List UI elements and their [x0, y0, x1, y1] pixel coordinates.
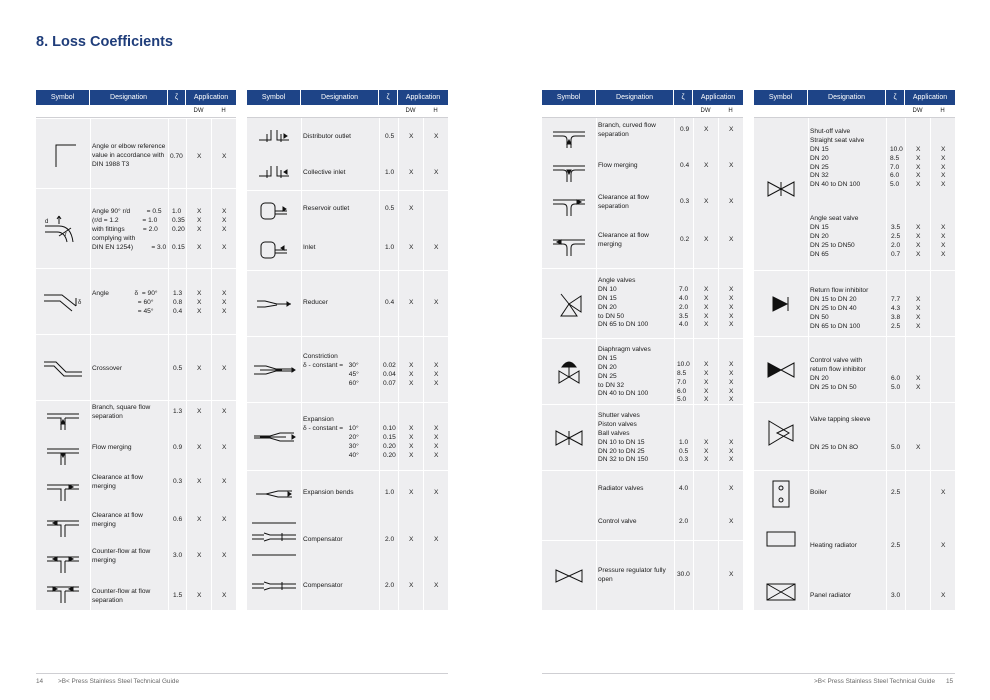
- dw-mark: X: [197, 153, 202, 160]
- dw-mark: X: [197, 444, 202, 451]
- tee-merge-icon: [45, 443, 81, 465]
- table-row: [36, 268, 236, 334]
- h-mark: X: [941, 489, 946, 496]
- designation: Collective inlet: [303, 169, 346, 176]
- table-row: [247, 230, 448, 270]
- designation: Distributor outlet: [303, 133, 352, 140]
- zeta-value: 2.0: [679, 518, 689, 525]
- dw-mark: X X X: [704, 438, 709, 464]
- header-designation: Designation: [90, 90, 168, 105]
- reservoir-inlet-icon: [259, 240, 289, 260]
- designation: Compensator: [303, 582, 343, 589]
- h-mark: X: [729, 162, 734, 169]
- h-mark: X: [729, 126, 734, 133]
- h-mark: X: [434, 582, 439, 589]
- zeta-value: 4.0: [679, 485, 689, 492]
- table-row: [36, 402, 236, 436]
- designation: Counter-flow at flow separation: [92, 588, 151, 604]
- table-row: [247, 516, 448, 562]
- footer-rule-left: [36, 673, 448, 674]
- h-mark: X: [222, 365, 227, 372]
- dw-mark: X: [916, 444, 921, 451]
- h-mark: X: [222, 408, 227, 415]
- designation: Clearance at flow merging: [92, 474, 143, 490]
- table-row: [754, 210, 955, 270]
- zeta-value: 0.3: [680, 198, 690, 205]
- tee-curved-clearance-sep-icon: [551, 194, 587, 216]
- dw-mark: X X X X: [916, 223, 921, 258]
- header-designation: Designation: [596, 90, 674, 105]
- designation: Angle or elbow reference value in accordance with DIN 1988 T3: [92, 143, 166, 168]
- panel-radiator-icon: [766, 583, 796, 601]
- zeta-value: 0.3: [173, 478, 183, 485]
- header-h: H: [433, 107, 438, 114]
- designation: Angle valves DN 10 DN 15 DN 20 to DN 50 DN 65 to DN 100: [598, 277, 649, 329]
- zeta-value: 0.9: [173, 444, 183, 451]
- h-mark: X X X: [729, 438, 734, 464]
- h-mark: X X X X X: [729, 360, 734, 404]
- shutter-valve-icon: [554, 429, 584, 447]
- footer-rule-right: [542, 673, 955, 674]
- designation: Angle seat valve DN 15 DN 20 DN 25 to DN50 DN 65: [810, 215, 859, 258]
- zeta-value: 0.5: [385, 133, 395, 140]
- zeta-value: 1.0: [385, 489, 395, 496]
- pressure-regulator-icon: [554, 568, 584, 584]
- zeta-value: 0.2: [680, 236, 690, 243]
- dw-mark: X: [197, 478, 202, 485]
- header-designation: Designation: [301, 90, 379, 105]
- table-subheader: [754, 105, 955, 118]
- designation: Flow merging: [92, 444, 132, 451]
- collective-inlet-icon: [257, 164, 291, 180]
- dw-mark: X X: [916, 374, 921, 391]
- designation: Pressure regulator fully open: [598, 567, 666, 583]
- designation: Control valve with return flow inhibitor DN 20 DN 25 to DN 50: [810, 357, 866, 391]
- table-row: [542, 470, 743, 506]
- reducer-icon: [255, 297, 293, 311]
- zeta-value: 10.0 8.5 7.0 6.0 5.0: [677, 360, 690, 404]
- header-application: Application: [700, 93, 736, 101]
- zeta-value: 2.0: [385, 536, 395, 543]
- heating-radiator-icon: [766, 531, 796, 547]
- tee-curved-merge-icon: [551, 160, 587, 182]
- dw-mark: X: [409, 244, 414, 251]
- elbow-icon: [48, 139, 78, 169]
- table-row: [36, 436, 236, 472]
- designation: Flow merging: [598, 162, 638, 169]
- h-mark: X: [222, 552, 227, 559]
- zeta-value: 0.10 0.15 0.20 0.20: [383, 424, 396, 459]
- dw-mark: X X X: [409, 361, 414, 387]
- designation: Inlet: [303, 244, 316, 251]
- zeta-value: 2.5: [891, 542, 901, 549]
- dw-mark: X: [704, 236, 709, 243]
- table-row: [247, 154, 448, 190]
- designation: Crossover: [92, 365, 123, 372]
- designation: Branch, curved flow separation: [598, 122, 656, 138]
- zeta-value: 1.3: [173, 408, 183, 415]
- h-mark: X: [434, 489, 439, 496]
- header-symbol: Symbol: [247, 90, 301, 105]
- dw-mark: X: [409, 133, 414, 140]
- designation: Heating radiator: [810, 542, 857, 549]
- h-mark: X X X X X: [941, 145, 946, 189]
- header-application: Application: [405, 93, 441, 101]
- table-row: [542, 540, 743, 610]
- header-symbol: Symbol: [542, 90, 596, 105]
- header-dw: DW: [912, 107, 923, 114]
- dw-mark: X: [197, 408, 202, 415]
- designation: Compensator: [303, 536, 343, 543]
- zeta-value: 0.5: [173, 365, 183, 372]
- dw-mark: X: [704, 162, 709, 169]
- table-row: [542, 506, 743, 540]
- header-zeta: ζ: [379, 90, 398, 105]
- constriction-icon: [252, 362, 296, 378]
- header-h: H: [728, 107, 733, 114]
- footer-text-left: >B< Press Stainless Steel Technical Guide: [58, 678, 180, 685]
- h-mark: X: [222, 478, 227, 485]
- table-row: [36, 188, 236, 268]
- table-row: [247, 118, 448, 154]
- designation: Valve tapping sleeve: [810, 416, 871, 423]
- header-symbol: Symbol: [754, 90, 808, 105]
- loss-table-4: [754, 90, 955, 610]
- zeta-value: 2.0: [385, 582, 395, 589]
- designation: Expansion bends: [303, 489, 354, 496]
- loss-table-3: [542, 90, 743, 610]
- h-mark: X X X X X: [729, 285, 734, 329]
- table-row: [247, 402, 448, 470]
- header-application: Application: [912, 93, 948, 101]
- zeta-value: 3.0: [891, 592, 901, 599]
- zeta-value: 0.6: [173, 516, 183, 523]
- dw-mark: X: [704, 198, 709, 205]
- table-header: [36, 90, 236, 105]
- h-mark: X: [434, 244, 439, 251]
- crossover-icon: [42, 358, 84, 378]
- bend-radius-icon: [43, 212, 83, 246]
- dw-mark: X: [409, 489, 414, 496]
- designation: Reducer: [303, 299, 328, 306]
- zeta-value: 10.0 8.5 7.0 6.0 5.0: [890, 145, 903, 189]
- dw-mark: X: [409, 205, 414, 212]
- zeta-value: 7.0 4.0 2.0 3.5 4.0: [679, 285, 689, 329]
- designation: Control valve: [598, 518, 637, 525]
- expansion-bend-icon: [254, 487, 294, 501]
- zeta-value: 1.0: [385, 244, 395, 251]
- designation: Shutter valves Piston valves Ball valves DN 10 to DN 15 DN 20 to DN 25 DN 32 to DN 150: [598, 412, 649, 464]
- expansion-icon: [252, 429, 296, 445]
- header-h: H: [940, 107, 945, 114]
- header-zeta: ζ: [886, 90, 905, 105]
- header-zeta: ζ: [168, 90, 186, 105]
- dw-mark: X X X X X: [916, 145, 921, 189]
- zeta-value: 0.4: [680, 162, 690, 169]
- zeta-value: 7.7 4.3 3.8 2.5: [891, 295, 901, 330]
- zeta-value: 1.5: [173, 592, 183, 599]
- tee-branch-icon: [45, 408, 81, 430]
- h-mark: X: [222, 516, 227, 523]
- table-row: [754, 436, 955, 470]
- svg-text:d: d: [45, 219, 49, 225]
- designation: Constriction δ - constant = 30° 45° 60°: [303, 353, 359, 387]
- h-mark: X: [434, 299, 439, 306]
- designation: Expansion δ - constant = 10° 20° 30° 40°: [303, 416, 359, 459]
- header-zeta: ζ: [674, 90, 693, 105]
- table-row: [36, 472, 236, 508]
- h-mark: X: [729, 485, 734, 492]
- zeta-value: 1.0 0.35 0.20 0.15: [172, 208, 185, 251]
- zeta-value: 0.70: [170, 153, 183, 160]
- table-row: [247, 562, 448, 610]
- dw-mark: X: [197, 592, 202, 599]
- tee-counterflow-sep-icon: [45, 581, 81, 603]
- table-row: [36, 334, 236, 400]
- table-row: [36, 508, 236, 544]
- table-row: [542, 268, 743, 338]
- zeta-value: 2.5: [891, 489, 901, 496]
- designation: Shut-off valve Straight seat valve DN 15 DN 20 DN 25 DN 32 DN 40 to DN 100: [810, 128, 865, 189]
- table-subheader: [36, 105, 236, 118]
- h-mark: X X X: [434, 361, 439, 387]
- table-subheader: [247, 105, 448, 118]
- table-row: [754, 516, 955, 562]
- dw-mark: X X X X X: [704, 285, 709, 329]
- svg-text:δ: δ: [78, 300, 82, 306]
- designation: Clearance at flow merging: [598, 232, 649, 248]
- zeta-value: 0.9: [680, 126, 690, 133]
- dw-mark: X X X: [197, 290, 202, 315]
- h-mark: X X X X: [941, 223, 946, 258]
- table-header: [542, 90, 743, 105]
- h-mark: X: [729, 236, 734, 243]
- loss-table-1: [36, 90, 236, 610]
- table-row: [754, 402, 955, 436]
- h-mark: X X X: [222, 290, 227, 315]
- table-row: [247, 336, 448, 402]
- dw-mark: X: [197, 365, 202, 372]
- h-mark: X: [222, 444, 227, 451]
- zeta-value: 5.0: [891, 444, 901, 451]
- designation: Clearance at flow merging: [92, 512, 143, 528]
- header-application: Application: [193, 93, 229, 101]
- designation: Diaphragm valves DN 15 DN 20 DN 25 to DN 32 DN 40 to DN 100: [598, 346, 651, 398]
- dw-mark: X: [704, 126, 709, 133]
- designation: Counter-flow at flow merging: [92, 548, 151, 564]
- tee-curved-clearance-merge-icon: [551, 234, 587, 256]
- table-row: [36, 118, 236, 188]
- zeta-value: 6.0 5.0: [891, 374, 901, 391]
- page-title: 8. Loss Coefficients: [36, 34, 173, 50]
- compensator-icon: [250, 521, 298, 557]
- table-row: [754, 336, 955, 402]
- distributor-outlet-icon: [257, 128, 291, 144]
- designation: DN 25 to DN 8O: [810, 444, 859, 451]
- zeta-value: 1.0: [385, 169, 395, 176]
- table-header: [754, 90, 955, 105]
- h-mark: X: [222, 592, 227, 599]
- tee-clearance-merge-icon: [45, 515, 81, 537]
- dw-mark: X X X X: [409, 424, 414, 459]
- designation: Radiator valves: [598, 485, 644, 492]
- dw-mark: X X X X: [197, 208, 202, 251]
- table-row: [754, 470, 955, 516]
- header-designation: Designation: [808, 90, 886, 105]
- zeta-value: 0.4: [385, 299, 395, 306]
- table-subheader: [542, 105, 743, 118]
- header-dw: DW: [700, 107, 711, 114]
- designation: Boiler: [810, 489, 827, 496]
- h-mark: X: [222, 153, 227, 160]
- zeta-value: 30.0: [677, 571, 690, 578]
- table-row: [542, 188, 743, 222]
- table-row: [247, 470, 448, 516]
- table-row: [542, 338, 743, 404]
- shutoff-valve-icon: [766, 180, 796, 198]
- page-number-right: 15: [946, 678, 954, 685]
- h-mark: X: [729, 198, 734, 205]
- page-number-left: 14: [36, 678, 44, 685]
- dw-mark: X: [197, 516, 202, 523]
- zeta-value: 1.3 0.8 0.4: [173, 290, 183, 315]
- tee-counterflow-icon: [45, 551, 81, 573]
- table-row: [754, 270, 955, 336]
- footer-text-right: >B< Press Stainless Steel Technical Guide: [814, 678, 936, 685]
- h-mark: X: [434, 169, 439, 176]
- compensator-2-icon: [250, 578, 298, 594]
- header-symbol: Symbol: [36, 90, 90, 105]
- zeta-value: 3.5 2.5 2.0 0.7: [891, 223, 901, 258]
- zeta-value: 0.02 0.04 0.07: [383, 361, 396, 387]
- control-valve-return-icon: [766, 361, 796, 379]
- table-row: [247, 270, 448, 336]
- tee-clearance-sep-icon: [45, 479, 81, 501]
- dw-mark: X X X X: [916, 295, 921, 330]
- table-row: [247, 190, 448, 230]
- h-mark: X X X X: [434, 424, 439, 459]
- table-row: [36, 574, 236, 610]
- designation: Return flow inhibitor DN 15 to DN 20 DN 25 to DN 40 DN 50 DN 65 to DN 100: [810, 287, 869, 330]
- h-mark: X: [729, 518, 734, 525]
- table-row: [542, 222, 743, 268]
- designation: Angle δ = 90° = 60° = 45°: [92, 290, 158, 315]
- angle-valve-icon: [555, 288, 583, 320]
- dw-mark: X: [409, 299, 414, 306]
- header-dw: DW: [193, 107, 204, 114]
- loss-table-2: [247, 90, 448, 610]
- dw-mark: X: [409, 536, 414, 543]
- diaphragm-valve-icon: [555, 357, 583, 387]
- dw-mark: X: [409, 582, 414, 589]
- boiler-icon: [772, 480, 790, 508]
- designation: Reservoir outlet: [303, 205, 350, 212]
- dw-mark: X X X X X: [704, 360, 709, 404]
- return-flow-inhibitor-icon: [771, 295, 791, 313]
- svg-text:r: r: [65, 232, 67, 238]
- h-mark: X: [941, 592, 946, 599]
- header-h: H: [221, 107, 226, 114]
- header-dw: DW: [405, 107, 416, 114]
- zeta-value: 0.5: [385, 205, 395, 212]
- h-mark: X: [941, 542, 946, 549]
- h-mark: X: [729, 571, 734, 578]
- h-mark: X X X X: [222, 208, 227, 251]
- table-row: [542, 154, 743, 188]
- dw-mark: X: [409, 169, 414, 176]
- tee-curved-branch-icon: [551, 126, 587, 148]
- designation: Clearance at flow separation: [598, 194, 649, 210]
- table-row: [754, 562, 955, 610]
- zeta-value: 3.0: [173, 552, 183, 559]
- zeta-value: 1.0 0.5 0.3: [679, 438, 689, 464]
- designation: Angle 90° r/d = 0.5 (r/d = 1.2 = 1.0 with fittings = 2.0 complying with DIN EN 1254) = 3.0: [92, 208, 167, 251]
- table-header: [247, 90, 448, 105]
- angle-icon: [42, 292, 84, 312]
- designation: Branch, square flow separation: [92, 404, 151, 420]
- h-mark: X: [434, 536, 439, 543]
- table-row: [542, 404, 743, 470]
- table-row: [542, 120, 743, 154]
- h-mark: X: [434, 133, 439, 140]
- designation: Panel radiator: [810, 592, 852, 599]
- reservoir-outlet-icon: [259, 201, 289, 221]
- dw-mark: X: [197, 552, 202, 559]
